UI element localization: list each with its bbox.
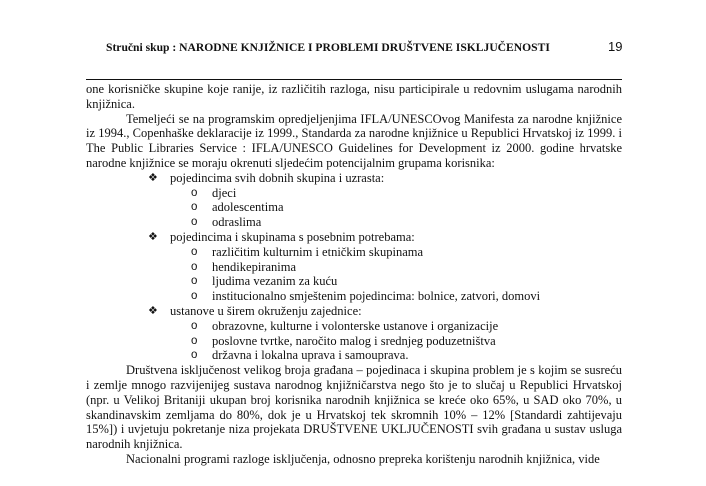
sub-list-item — [86, 319, 622, 334]
sub-list-item-label: ljudima vezanim za kuću — [212, 274, 338, 289]
sub-list-item-label: hendikepiranima — [212, 259, 296, 274]
sub-list-item-label: različitim kulturnim i etničkim skupinama — [212, 244, 424, 259]
header-title: Stručni skup : NARODNE KNJIŽNICE I PROBLEMI DRUŠTVENE ISKLJUČENOSTI — [106, 41, 550, 54]
circle-bullet-icon: o — [191, 275, 198, 288]
sub-list-item — [86, 289, 622, 304]
circle-bullet-icon: o — [191, 349, 198, 362]
circle-bullet-icon: o — [191, 290, 198, 303]
sub-list-item — [86, 186, 622, 201]
paragraph-target-groups: Temeljeći se na programskim opredjeljenjima IFLA/UNESCOvog Manifesta za narodne knjižnice iz 1994., Copenhaške deklaracije iz 1999., Standarda za narodne knjižnice u Republici Hrvatskoj iz 1999. i The Public Libraries Service : IFLA/UNESCO Guidelines for Development iz 2000. godine hrvatske narodne knjižnice se moraju okrenuti sljedećim potencijalnim grupama korisnika: — [86, 111, 622, 170]
diamond-bullet-icon: ❖ — [148, 303, 158, 317]
circle-bullet-icon: o — [191, 216, 198, 229]
circle-bullet-icon: o — [191, 260, 198, 273]
sub-list-item-label: adolescentima — [212, 200, 284, 215]
sub-list — [170, 186, 622, 230]
list-item — [86, 171, 622, 230]
circle-bullet-icon: o — [191, 186, 198, 199]
sub-list-item-label: djeci — [212, 185, 237, 200]
sub-list-item-label: obrazovne, kulturne i volonterske ustanove i organizacije — [212, 318, 499, 333]
list-item — [86, 304, 622, 363]
list-item — [86, 230, 622, 304]
circle-bullet-icon: o — [191, 201, 198, 214]
paragraph-social-exclusion: Društvena isključenost velikog broja građana – pojedinaca i skupina problem je s kojim se susreću i zemlje mnogo razvijenijeg sustava narodnog knjižničarstva nego što je to slučaj u Republici Hrvatskoj (npr. u Velikoj Britaniji ukupan broj korisnika narodnih knjižnica se kreće oko 65%, u SAD oko 70%, u skandinavskim zemljama do 80%, dok je u Hrvatskoj tek skromnih 10% – 12% [Standardi zahtijevaju 15%]) i uvjetuju pokretanje niza projekata DRUŠTVENE UKLJUČENOSTI svih građana u sustav usluga narodnih knjižnica. — [86, 363, 622, 452]
sub-list-item — [86, 334, 622, 349]
sub-list-item — [86, 215, 622, 230]
sub-list — [170, 319, 622, 363]
page-number: 19 — [608, 39, 623, 54]
sub-list-item-label: poslovne tvrtke, naročito malog i srednjeg poduzetništva — [212, 333, 496, 348]
diamond-bullet-icon: ❖ — [148, 170, 158, 184]
sub-list-item — [86, 260, 622, 275]
sub-list-item — [86, 348, 622, 363]
paragraph-national-programs: Nacionalni programi razloge isključenja, odnosno prepreka korištenju narodnih knjižnica, vide — [126, 451, 600, 466]
running-header — [0, 40, 706, 60]
sub-list-item — [86, 245, 622, 260]
sub-list-item — [86, 200, 622, 215]
paragraph-continuation: one korisničke skupine koje ranije, iz različitih razloga, nisu participirale u redovnim uslugama narodnih knjižnica. — [86, 82, 622, 111]
list-item-label: ustanove u širem okruženju zajednice: — [170, 303, 362, 318]
header-rule — [86, 79, 622, 80]
circle-bullet-icon: o — [191, 334, 198, 347]
list-item-label: pojedincima i skupinama s posebnim potrebama: — [170, 229, 415, 244]
sub-list-item — [86, 274, 622, 289]
list-item-label: pojedincima svih dobnih skupina i uzrasta: — [170, 170, 385, 185]
circle-bullet-icon: o — [191, 245, 198, 258]
diamond-bullet-icon: ❖ — [148, 229, 158, 243]
sub-list-item-label: institucionalno smještenim pojedincima: bolnice, zatvori, domovi — [212, 289, 541, 304]
sub-list-item-label: državna i lokalna uprava i samouprava. — [212, 348, 409, 363]
page-body — [86, 82, 622, 467]
sub-list-item-label: odraslima — [212, 215, 262, 230]
sub-list — [170, 245, 622, 304]
user-groups-list — [86, 171, 622, 363]
circle-bullet-icon: o — [191, 319, 198, 332]
